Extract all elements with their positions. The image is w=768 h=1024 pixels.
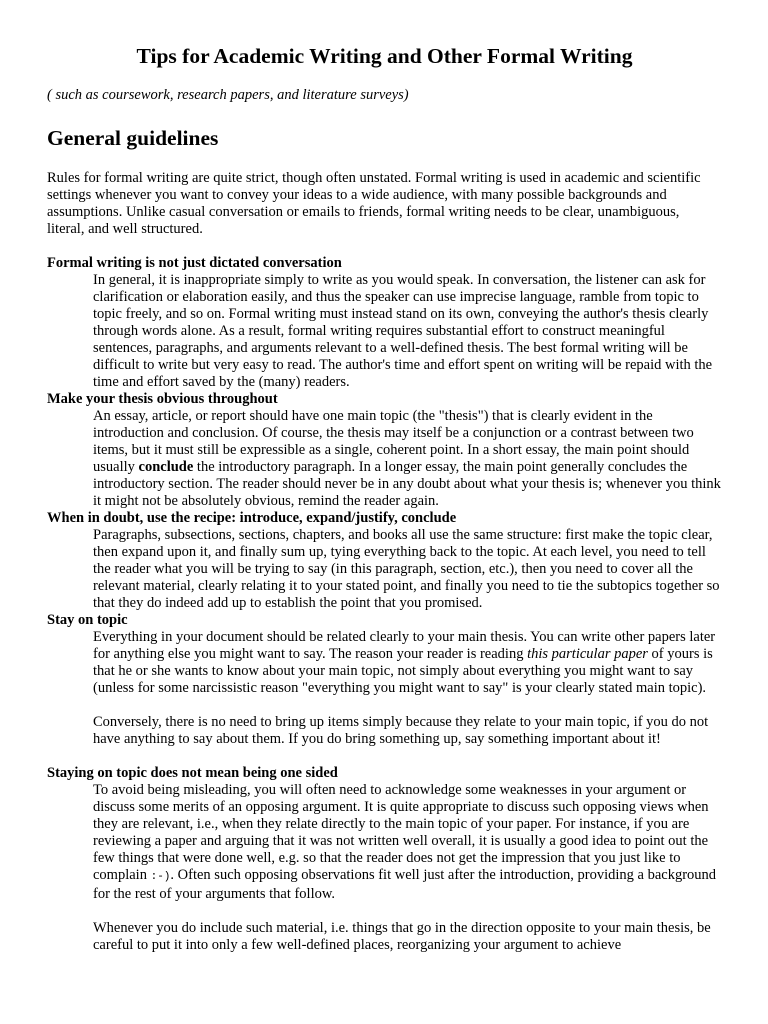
intro-paragraph: Rules for formal writing are quite strict, though often unstated. Formal writing is used in academic and scientific settings whenever you want to convey your ideas to a wide audience, with many possible backgrounds and assumptions. Unlike casual conversation or emails to friends, formal writing needs to be clear, unambiguous, literal, and well structured. xyxy=(47,170,701,237)
text-run: . Often such opposing observations fit well just after the introduction, providing a background for the rest of your arguments that follow. xyxy=(93,867,717,902)
topic-formal-writing xyxy=(47,255,722,391)
topic-paragraph xyxy=(93,782,722,903)
topic-stay-on-topic xyxy=(47,612,722,748)
topic-heading: Formal writing is not just dictated conversation xyxy=(47,255,342,271)
text-run: Everything in your document should be related clearly to your main thesis. You can write other papers later for anything else you might want to say. The reason your reader is reading xyxy=(93,629,716,662)
topic-body xyxy=(93,782,722,954)
topic-heading: Staying on topic does not mean being one sided xyxy=(47,765,338,781)
section-heading: General guidelines xyxy=(47,126,219,150)
emphasis-italic: this particular paper xyxy=(527,646,648,662)
topic-paragraph xyxy=(93,408,722,510)
topic-thesis xyxy=(47,391,722,510)
topic-paragraph: Conversely, there is no need to bring up items simply because they relate to your main topic, if you do not have anything to say about them. If you do bring something up, say something important about it! xyxy=(93,714,709,747)
emphasis-bold: conclude xyxy=(138,459,194,475)
text-run: An essay, article, or report should have one main topic (the "thesis") that is clearly evident in the introduction and conclusion. Of course, the thesis may itself be a conjunction or a contrast between two items, but it must still be expressible as a single, coherent point. In a short essay, the main point should usually xyxy=(93,408,694,475)
topic-paragraph xyxy=(93,629,722,697)
topic-heading: When in doubt, use the recipe: introduce, expand/justify, conclude xyxy=(47,510,457,526)
topic-paragraph: Whenever you do include such material, i.e. things that go in the direction opposite to your main thesis, be careful to put it into only a few well-defined places, reorganizing your argument to achieve xyxy=(93,920,711,953)
text-run: the introductory paragraph. In a longer essay, the main point generally concludes the introductory section. The reader should never be in any doubt about what your thesis is; whenever you think it might not be absolutely obvious, remind the reader again. xyxy=(93,459,721,509)
topic-heading: Stay on topic xyxy=(47,612,128,628)
topic-heading: Make your thesis obvious throughout xyxy=(47,391,278,407)
topic-body xyxy=(93,527,722,612)
document-title: Tips for Academic Writing and Other Formal Writing xyxy=(136,44,633,68)
topic-one-sided xyxy=(47,765,722,954)
topic-paragraph: Paragraphs, subsections, sections, chapters, and books all use the same structure: first make the topic clear, then expand upon it, and finally sum up, tying everything back to the topic. At each level, you need to tell the reader what you will be trying to say (in this paragraph, section, etc.), then you need to cover all the relevant material, clearly relating it to your stated point, and finally you need to tie the subtopics together so that they do indeed add up to establish the point that you promised. xyxy=(93,527,720,611)
document-subtitle: ( such as coursework, research papers, and literature surveys) xyxy=(47,87,409,103)
text-run: of yours is that he or she wants to know about your main topic, not simply about everything you might want to say (unless for some narcissistic reason "everything you might want to say" is your clearly stated main topic). xyxy=(93,646,713,696)
topic-body xyxy=(93,272,722,391)
topic-paragraph: In general, it is inappropriate simply to write as you would speak. In conversation, the listener can ask for clarification or elaboration easily, and thus the speaker can use imprecise language, ramble from topic to topic freely, and so on. Formal writing must instead stand on its own, conveying the author's thesis clearly through words alone. As a result, formal writing requires substantial effort to construct meaningful sentences, paragraphs, and arguments relevant to a well-defined thesis. The best formal writing will be difficult to write but very easy to read. The author's time and effort spent on writing will be repaid with the time and effort saved by the (many) readers. xyxy=(93,272,713,390)
smiley-code: :-) xyxy=(150,871,171,883)
text-run: To avoid being misleading, you will often need to acknowledge some weaknesses in your argument or discuss some merits of an opposing argument. It is quite appropriate to discuss such opposing views when they are relevant, i.e., when they relate directly to the main topic of your paper. For instance, if you are reviewing a paper and arguing that it was not written well overall, it is usually a good idea to point out the few things that were done well, e.g. so that the reader does not get the impression that you just like to complain xyxy=(93,782,709,883)
topic-recipe xyxy=(47,510,722,612)
topic-body xyxy=(93,408,722,510)
topic-body xyxy=(93,629,722,748)
